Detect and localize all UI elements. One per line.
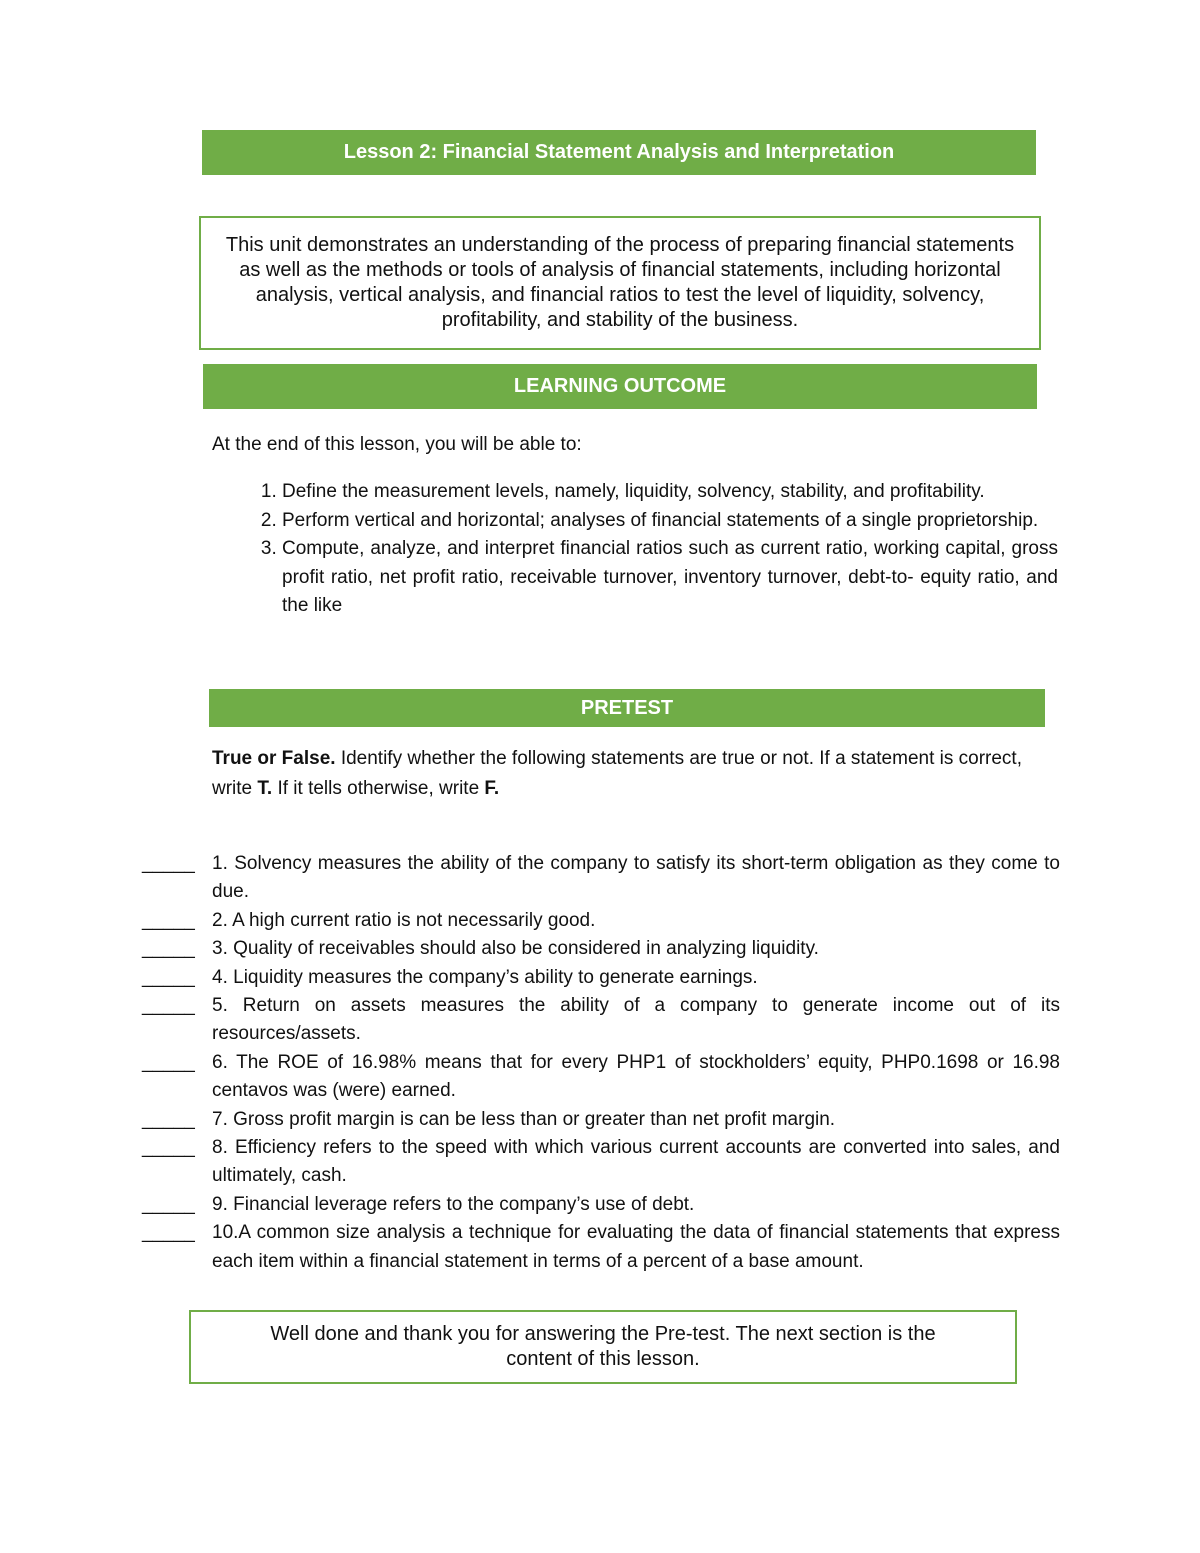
answer-blank[interactable]: _____ <box>142 1051 195 1073</box>
closing-message: Well done and thank you for answering the Pre-test. The next section is the content of this lesson. <box>270 1323 936 1370</box>
question-number: 8. <box>212 1137 228 1159</box>
learning-outcome-item: 3. Compute, analyze, and interpret financial ratios such as current ratio, working capital, gross profit ratio, net profit ratio, receivable turnover, inventory turnover, debt-to- equity ratio, and the like <box>282 535 1058 621</box>
unit-description-box <box>199 216 1041 350</box>
unit-description: This unit demonstrates an understanding of the process of preparing financial statements as well as the methods or tools of analysis of financial statements, including horizontal analysis, vertical analysis, and financial ratios to test the level of liquidity, solvency, profitability, and stability of the business. <box>225 234 1015 331</box>
instruction-lead: True or False. <box>212 748 336 769</box>
question-number: 2. <box>212 909 228 931</box>
answer-blank[interactable]: _____ <box>142 853 195 874</box>
question-number: 9. <box>212 1193 228 1215</box>
false-mark: F. <box>484 778 500 799</box>
pretest-question <box>142 935 1060 963</box>
learning-outcome-heading: LEARNING OUTCOME <box>513 375 727 397</box>
question-text: Efficiency refers to the speed with which various current accounts are converted into sales, and ultimately, cash. <box>212 1137 1060 1187</box>
answer-blank[interactable]: _____ <box>142 1137 195 1159</box>
lesson-title-banner <box>202 130 1036 175</box>
pretest-instructions <box>212 744 1060 804</box>
instruction-part2: If it tells otherwise, write <box>272 778 485 799</box>
lesson-title: Lesson 2: Financial Statement Analysis and Interpretation <box>343 141 895 163</box>
pretest-question <box>142 1219 1060 1276</box>
learning-outcome-intro: At the end of this lesson, you will be able to: <box>212 434 582 455</box>
instruction-part1: Identify whether the following statements are true or not. If a statement is correct, write <box>212 748 1022 799</box>
question-number: 1. <box>212 853 228 874</box>
pretest-question <box>142 907 1060 935</box>
pretest-question <box>142 992 1060 1049</box>
question-text: A high current ratio is not necessarily good. <box>227 909 596 931</box>
pretest-question <box>142 1191 1060 1219</box>
question-text: Quality of receivables should also be considered in analyzing liquidity. <box>227 938 819 960</box>
learning-outcome-item: 2. Perform vertical and horizontal; analyses of financial statements of a single proprietorship. <box>282 507 1058 536</box>
question-text: The ROE of 16.98% means that for every PHP1 of stockholders’ equity, PHP0.1698 or 16.98 centavos was (were) earned. <box>212 1051 1060 1102</box>
question-text: Return on assets measures the ability of a company to generate income out of its resources/assets. <box>212 995 1060 1045</box>
answer-blank[interactable]: _____ <box>142 909 195 931</box>
pretest-banner <box>209 689 1045 727</box>
pretest-question <box>142 850 1060 907</box>
question-text: Financial leverage refers to the company’s use of debt. <box>227 1193 695 1215</box>
question-text: Gross profit margin is can be less than or greater than net profit margin. <box>227 1108 836 1130</box>
answer-blank[interactable]: _____ <box>142 1108 195 1130</box>
question-number: 3. <box>212 938 228 960</box>
question-number: 6. <box>212 1051 228 1073</box>
learning-outcome-item: 1. Define the measurement levels, namely, liquidity, solvency, stability, and profitability. <box>282 478 1058 507</box>
question-text: A common size analysis a technique for evaluating the data of financial statements that express each item within a financial statement in terms of a percent of a base amount. <box>212 1222 1060 1272</box>
answer-blank[interactable]: _____ <box>142 995 195 1017</box>
learning-outcome-list <box>212 478 1058 621</box>
question-number: 4. <box>212 966 228 988</box>
answer-blank[interactable]: _____ <box>142 1222 195 1244</box>
question-number: 10. <box>212 1222 239 1244</box>
true-mark: T. <box>257 778 273 799</box>
question-text: Liquidity measures the company’s ability to generate earnings. <box>227 966 758 988</box>
pretest-question <box>142 964 1060 992</box>
question-number: 5. <box>212 995 228 1017</box>
pretest-heading: PRETEST <box>580 696 674 719</box>
learning-outcome-banner <box>203 364 1037 409</box>
answer-blank[interactable]: _____ <box>142 938 195 960</box>
pretest-question <box>142 1134 1060 1191</box>
question-number: 7. <box>212 1108 228 1130</box>
pretest-question <box>142 1106 1060 1134</box>
closing-message-box <box>189 1310 1017 1384</box>
answer-blank[interactable]: _____ <box>142 1193 195 1215</box>
pretest-question-list <box>142 850 1060 1276</box>
pretest-question <box>142 1049 1060 1106</box>
question-text: Solvency measures the ability of the company to satisfy its short-term obligation as they come to due. <box>212 853 1060 903</box>
answer-blank[interactable]: _____ <box>142 966 195 988</box>
